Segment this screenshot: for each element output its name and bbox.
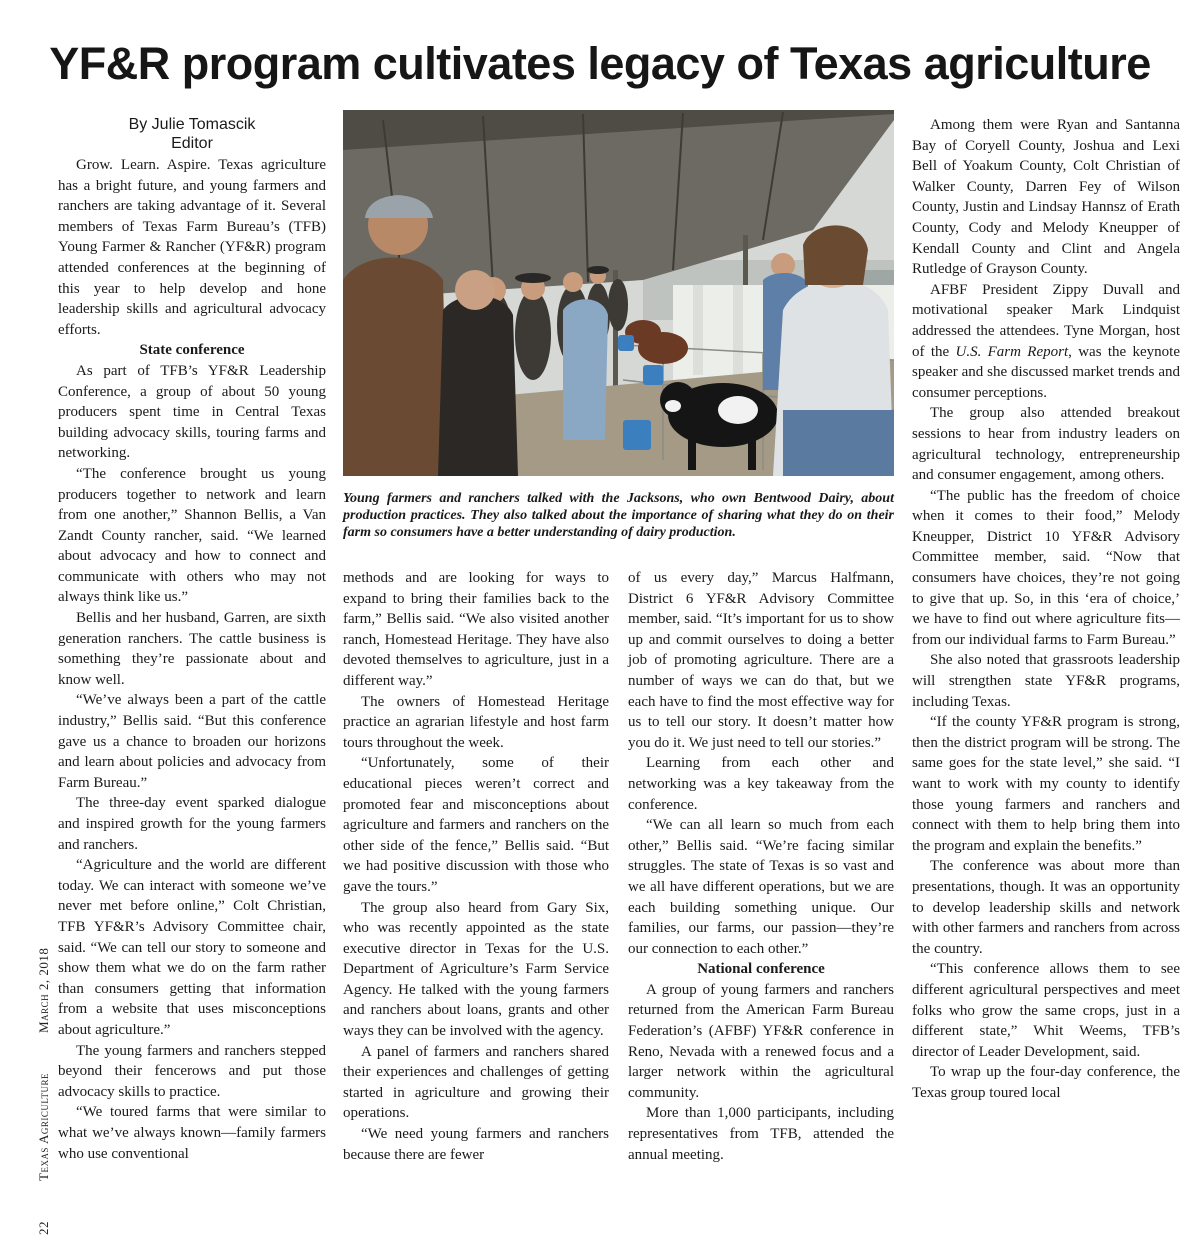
page-sidebar	[36, 905, 54, 1235]
paragraph: The young farmers and ranchers stepped beyond their fencerows and put those advocacy skills to practice.	[58, 1042, 326, 1100]
article-photo	[343, 110, 894, 476]
paragraph: of us every day,” Marcus Halfmann, District 6 YF&R Advisory Committee member, said. “It’s important for us to show up and commit ourselves to doing a better job of promoting agriculture. There are a number of ways we can do that, but we each have to find the most effective way for us to tell our story. It doesn’t matter how you do it. We just need to tell our stories.”	[628, 570, 894, 751]
article-column-1	[58, 155, 326, 1164]
article-column-4	[912, 115, 1180, 1104]
section-heading-national-conference: National conference	[697, 961, 825, 978]
paragraph: Grow. Learn. Aspire. Texas agriculture has a bright future, and young farmers and ranchers are taking advantage of it. Several members of Texas Farm Bureau’s (TFB) Young Farmer & Rancher (YF&R) program attended conferences at the beginning of this year to help develop and hone leadership skills and agricultural advocacy efforts.	[58, 157, 326, 338]
paragraph: “We toured farms that were similar to what we’ve always known—family farmers who use conventional	[58, 1104, 326, 1162]
dairy-tour-photo	[343, 110, 894, 476]
issue-date: March 2, 2018	[36, 947, 51, 1033]
publication-title: U.S. Farm Report	[955, 343, 1069, 360]
publication-name: Texas Agriculture	[36, 1072, 51, 1181]
paragraph: “We’ve always been a part of the cattle industry,” Bellis said. “But this conference gave us a chance to broaden our horizons and learn about policies and advocacy from Farm Bureau.”	[58, 692, 326, 791]
article-column-2	[343, 568, 609, 1165]
paragraph: “This conference allows them to see different agricultural perspectives and meet folks who grow the same crops, just in a different state,” Whit Weems, TFB’s director of Leader Development, said.	[912, 961, 1180, 1060]
text-run: AFBF President Zippy Duvall and motivational speaker Mark Lindquist addressed the attendees. Tyne Morgan, host of the	[912, 281, 1180, 360]
paragraph: methods and are looking for ways to expand to bring their families back to the farm,” Bellis said. “We also visited another ranch, Homestead Heritage. They have also devoted themselves to agriculture, just in a different way.”	[343, 570, 609, 689]
photo-caption: Young farmers and ranchers talked with the Jacksons, who own Bentwood Dairy, about production practices. They also talked about the importance of sharing what they do on their farm so consumers have a better understanding of dairy production.	[343, 491, 894, 540]
paragraph: More than 1,000 participants, including representatives from TFB, attended the annual meeting.	[628, 1105, 894, 1163]
paragraph: The group also attended breakout sessions to hear from industry leaders on agricultural technology, entrepreneurship and consumer engagement, among others.	[912, 405, 1180, 484]
paragraph: “Unfortunately, some of their educational pieces weren’t correct and promoted fear and misconceptions about agriculture and farmers and ranchers on the other side of the fence,” Bellis said. “But we had positive discussion with those who gave the tours.”	[343, 755, 609, 895]
text-run: , was the keynote speaker and she discussed market trends and consumer perceptions.	[912, 343, 1181, 401]
paragraph: “The conference brought us young producers together to network and learn from one another,” Shannon Bellis, a Van Zandt County rancher, said. “We learned about advocacy and how to connect and communicate with others who may not always think like us.”	[58, 465, 326, 606]
paragraph: “Agriculture and the world are different today. We can interact with someone we’ve never met before online,” Colt Christian, TFB YF&R’s Advisory Committee chair, said. “We can tell our story to someone and show them what we do on the farm rather than consumers getting that information from a website that uses misconceptions about agriculture.”	[58, 857, 326, 1038]
paragraph: Learning from each other and networking was a key takeaway from the conference.	[628, 755, 894, 813]
byline-author: By Julie Tomascik	[128, 116, 256, 133]
byline-role: Editor	[171, 135, 213, 152]
paragraph: A group of young farmers and ranchers returned from the American Farm Bureau Federation’s (AFBF) YF&R conference in Reno, Nevada with a renewed focus and a larger network within the agricultural community.	[628, 981, 894, 1101]
paragraph: “We need young farmers and ranchers because there are fewer	[343, 1126, 609, 1163]
paragraph: “We can all learn so much from each other,” Bellis said. “We’re facing similar struggles. The state of Texas is so vast and we all have different operations, but we are each building something unique. Our families, our farms, our passion—they’re our connection to each other.”	[628, 817, 894, 957]
page-number: 22	[36, 1221, 51, 1235]
paragraph: Among them were Ryan and Santanna Bay of Coryell County, Joshua and Lexi Bell of Yoakum County, Colt Christian of Walker County, Darren Fey of Wilson County, Justin and Lindsay Hannsz of Erath County, Cody and Melody Kneupper of Kendall County and Clint and Angela Rutledge of Grayson County.	[912, 117, 1180, 278]
paragraph: The three-day event sparked dialogue and inspired growth for the young farmers and ranchers.	[58, 795, 326, 853]
paragraph: The group also heard from Gary Six, who was recently appointed as the state executive director in Texas for the U.S. Department of Agriculture’s Farm Service Agency. He talked with the young farmers and ranchers about loans, grants and other ways they can be involved with the agency.	[343, 899, 609, 1040]
paragraph: The conference was about more than presentations, though. It was an opportunity to develop leadership skills and network with other farmers and ranchers from across the country.	[912, 858, 1180, 957]
paragraph: A panel of farmers and ranchers shared their experiences and challenges of getting started in agriculture and growing their operations.	[343, 1043, 609, 1122]
sidebar-text	[36, 905, 52, 1235]
paragraph: “The public has the freedom of choice when it comes to their food,” Melody Kneupper, District 10 YF&R Advisory Committee member, said. “Now that consumers have choices, they’re not going to give that up. So, in this ‘era of choice,’ we have to find out where agriculture fits—from our individual farms to Farm Bureau.”	[912, 487, 1180, 648]
paragraph: She also noted that grassroots leadership will strengthen state YF&R programs, including Texas.	[912, 652, 1180, 710]
section-heading-state-conference: State conference	[139, 342, 245, 359]
byline	[58, 115, 326, 153]
paragraph: As part of TFB’s YF&R Leadership Conference, a group of about 50 young producers spent time in Central Texas building advocacy skills, touring farms and networking.	[58, 362, 326, 462]
paragraph	[912, 280, 1180, 404]
paragraph: To wrap up the four-day conference, the Texas group toured local	[912, 1064, 1180, 1101]
paragraph: “If the county YF&R program is strong, then the district program will be strong. The same goes for the state level,” she said. “I want to work with my county to identify those young farmers and ranchers and connect with them to help bring them into the program and explain the benefits.”	[912, 714, 1180, 854]
paragraph: Bellis and her husband, Garren, are sixth generation ranchers. The cattle business is something they’re passionate about and know well.	[58, 610, 326, 688]
headline: YF&R program cultivates legacy of Texas agriculture	[49, 38, 1151, 89]
paragraph: The owners of Homestead Heritage practice an agrarian lifestyle and host farm tours throughout the week.	[343, 693, 609, 751]
article-column-3	[628, 568, 894, 1165]
